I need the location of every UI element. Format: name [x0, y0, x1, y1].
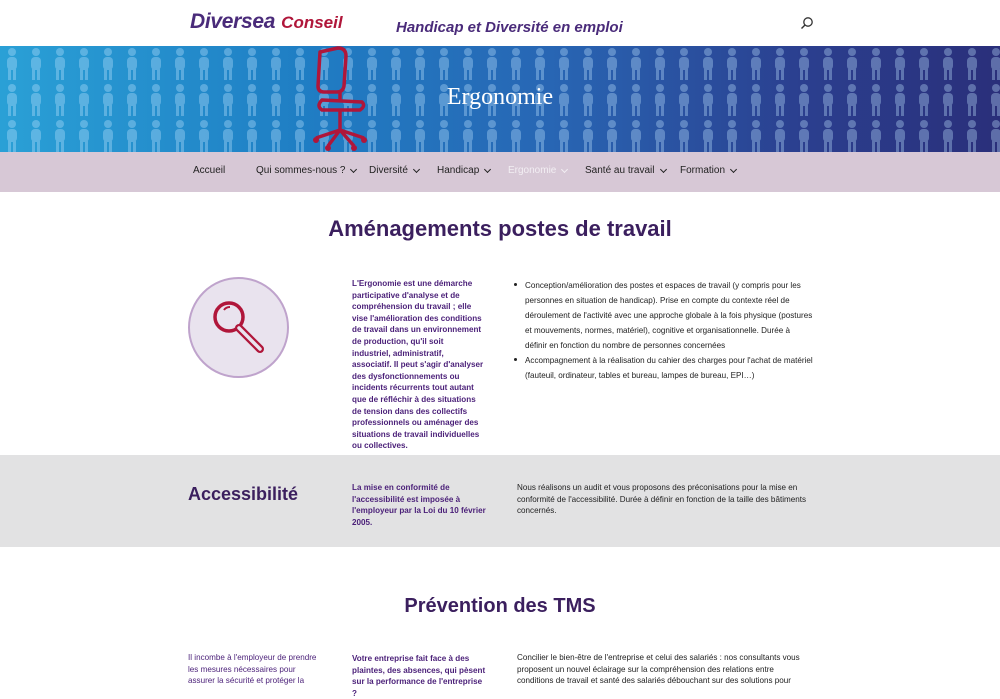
nav-label: Santé au travail [585, 165, 655, 176]
section-title-tms: Prévention des TMS [404, 595, 596, 617]
site-logo[interactable] [190, 10, 343, 34]
section-title-accessibilite: Accessibilité [188, 484, 299, 504]
nav-item-handicap[interactable] [437, 165, 490, 176]
nav-item-sante-au-travail[interactable] [585, 165, 666, 176]
ergonomie-intro: L'Ergonomie est une démarche participative d'analyse et de compréhension du travail ; elle vise l'amélioration des conditions de travail dans un environnement de production, qu'il soit industriel, administratif, associatif. Il peut s'agir d'analyser des dysfonctionnements ou incidents récurrents tout autant que de réfléchir à des situations de tension dans des collectifs professionnels ou aménager des situations de travail individuelles ou collectives. [352, 279, 484, 451]
nav-item-diversite[interactable] [369, 165, 419, 176]
chevron-down-icon [561, 165, 568, 172]
accessibility-band [0, 455, 1000, 547]
tms-col1: Il incombe à l'employeur de prendre les mesures nécessaires pour assurer la sécurité et protéger la [188, 653, 317, 686]
tms-col3: Concilier le bien-être de l'entreprise et celui des salariés : nos consultants vous proposent un nouvel éclairage sur la compréhension des relations entre conditions de travail et santé des salariés débouchant sur des solutions pour [517, 653, 800, 685]
tms-col2: Votre entreprise fait face à des plaintes, des absences, qui pèsent sur la performance de l'entreprise ? [352, 654, 486, 698]
accessibility-intro: La mise en conformité de l'accessibilité est imposée à l'employeur par la Loi du 10 février 2005. [352, 483, 486, 527]
chevron-down-icon [484, 165, 491, 172]
list-item: Accompagnement à la réalisation du cahier des charges pour l'achat de matériel (fauteuil, ordinateur, tables et bureau, lampes de bureau, EPI…) [514, 353, 814, 383]
nav-label: Ergonomie [508, 165, 557, 176]
chevron-down-icon [413, 165, 420, 172]
page-banner [0, 46, 1000, 152]
list-item: Conception/amélioration des postes et espaces de travail (y compris pour les personnes en situation de handicap). Prise en compte du contexte réel de déroulement de l'activité avec une approche globale à la fois physique (postures et mouvements, normes, matériel), cognitive et organisationnelle. Durée à définir en fonction du nombre de personnes concernées [514, 278, 814, 353]
accessibility-text: Nous réalisons un audit et vous proposons des préconisations pour la mise en conformité de l'accessibilité. Durée à définir en fonction de la taille des bâtiments concernés. [517, 483, 807, 515]
main-nav [0, 152, 1000, 192]
nav-label: Accueil [193, 165, 226, 176]
nav-label: Diversité [369, 165, 408, 176]
logo-main-text: Diversea [190, 10, 276, 33]
site-header [0, 0, 1000, 46]
nav-label: Qui sommes-nous ? [256, 165, 346, 176]
nav-label: Handicap [437, 165, 480, 176]
nav-label: Formation [680, 165, 726, 176]
services-list [514, 278, 814, 383]
search-icon[interactable] [800, 16, 814, 30]
chevron-down-icon [730, 165, 737, 172]
chevron-down-icon [659, 165, 666, 172]
site-tagline: Handicap et Diversité en emploi [396, 19, 623, 36]
nav-item-qui-sommes-nous[interactable] [256, 165, 356, 176]
nav-item-ergonomie[interactable] [508, 165, 567, 176]
nav-item-accueil[interactable] [193, 165, 225, 176]
banner-title: Ergonomie [446, 84, 554, 110]
logo-accent-text: Conseil [281, 13, 343, 32]
nav-item-formation[interactable] [680, 165, 736, 176]
section-title-amenagements: Aménagements postes de travail [328, 216, 672, 241]
chevron-down-icon [350, 165, 357, 172]
magnifier-icon [188, 277, 289, 378]
